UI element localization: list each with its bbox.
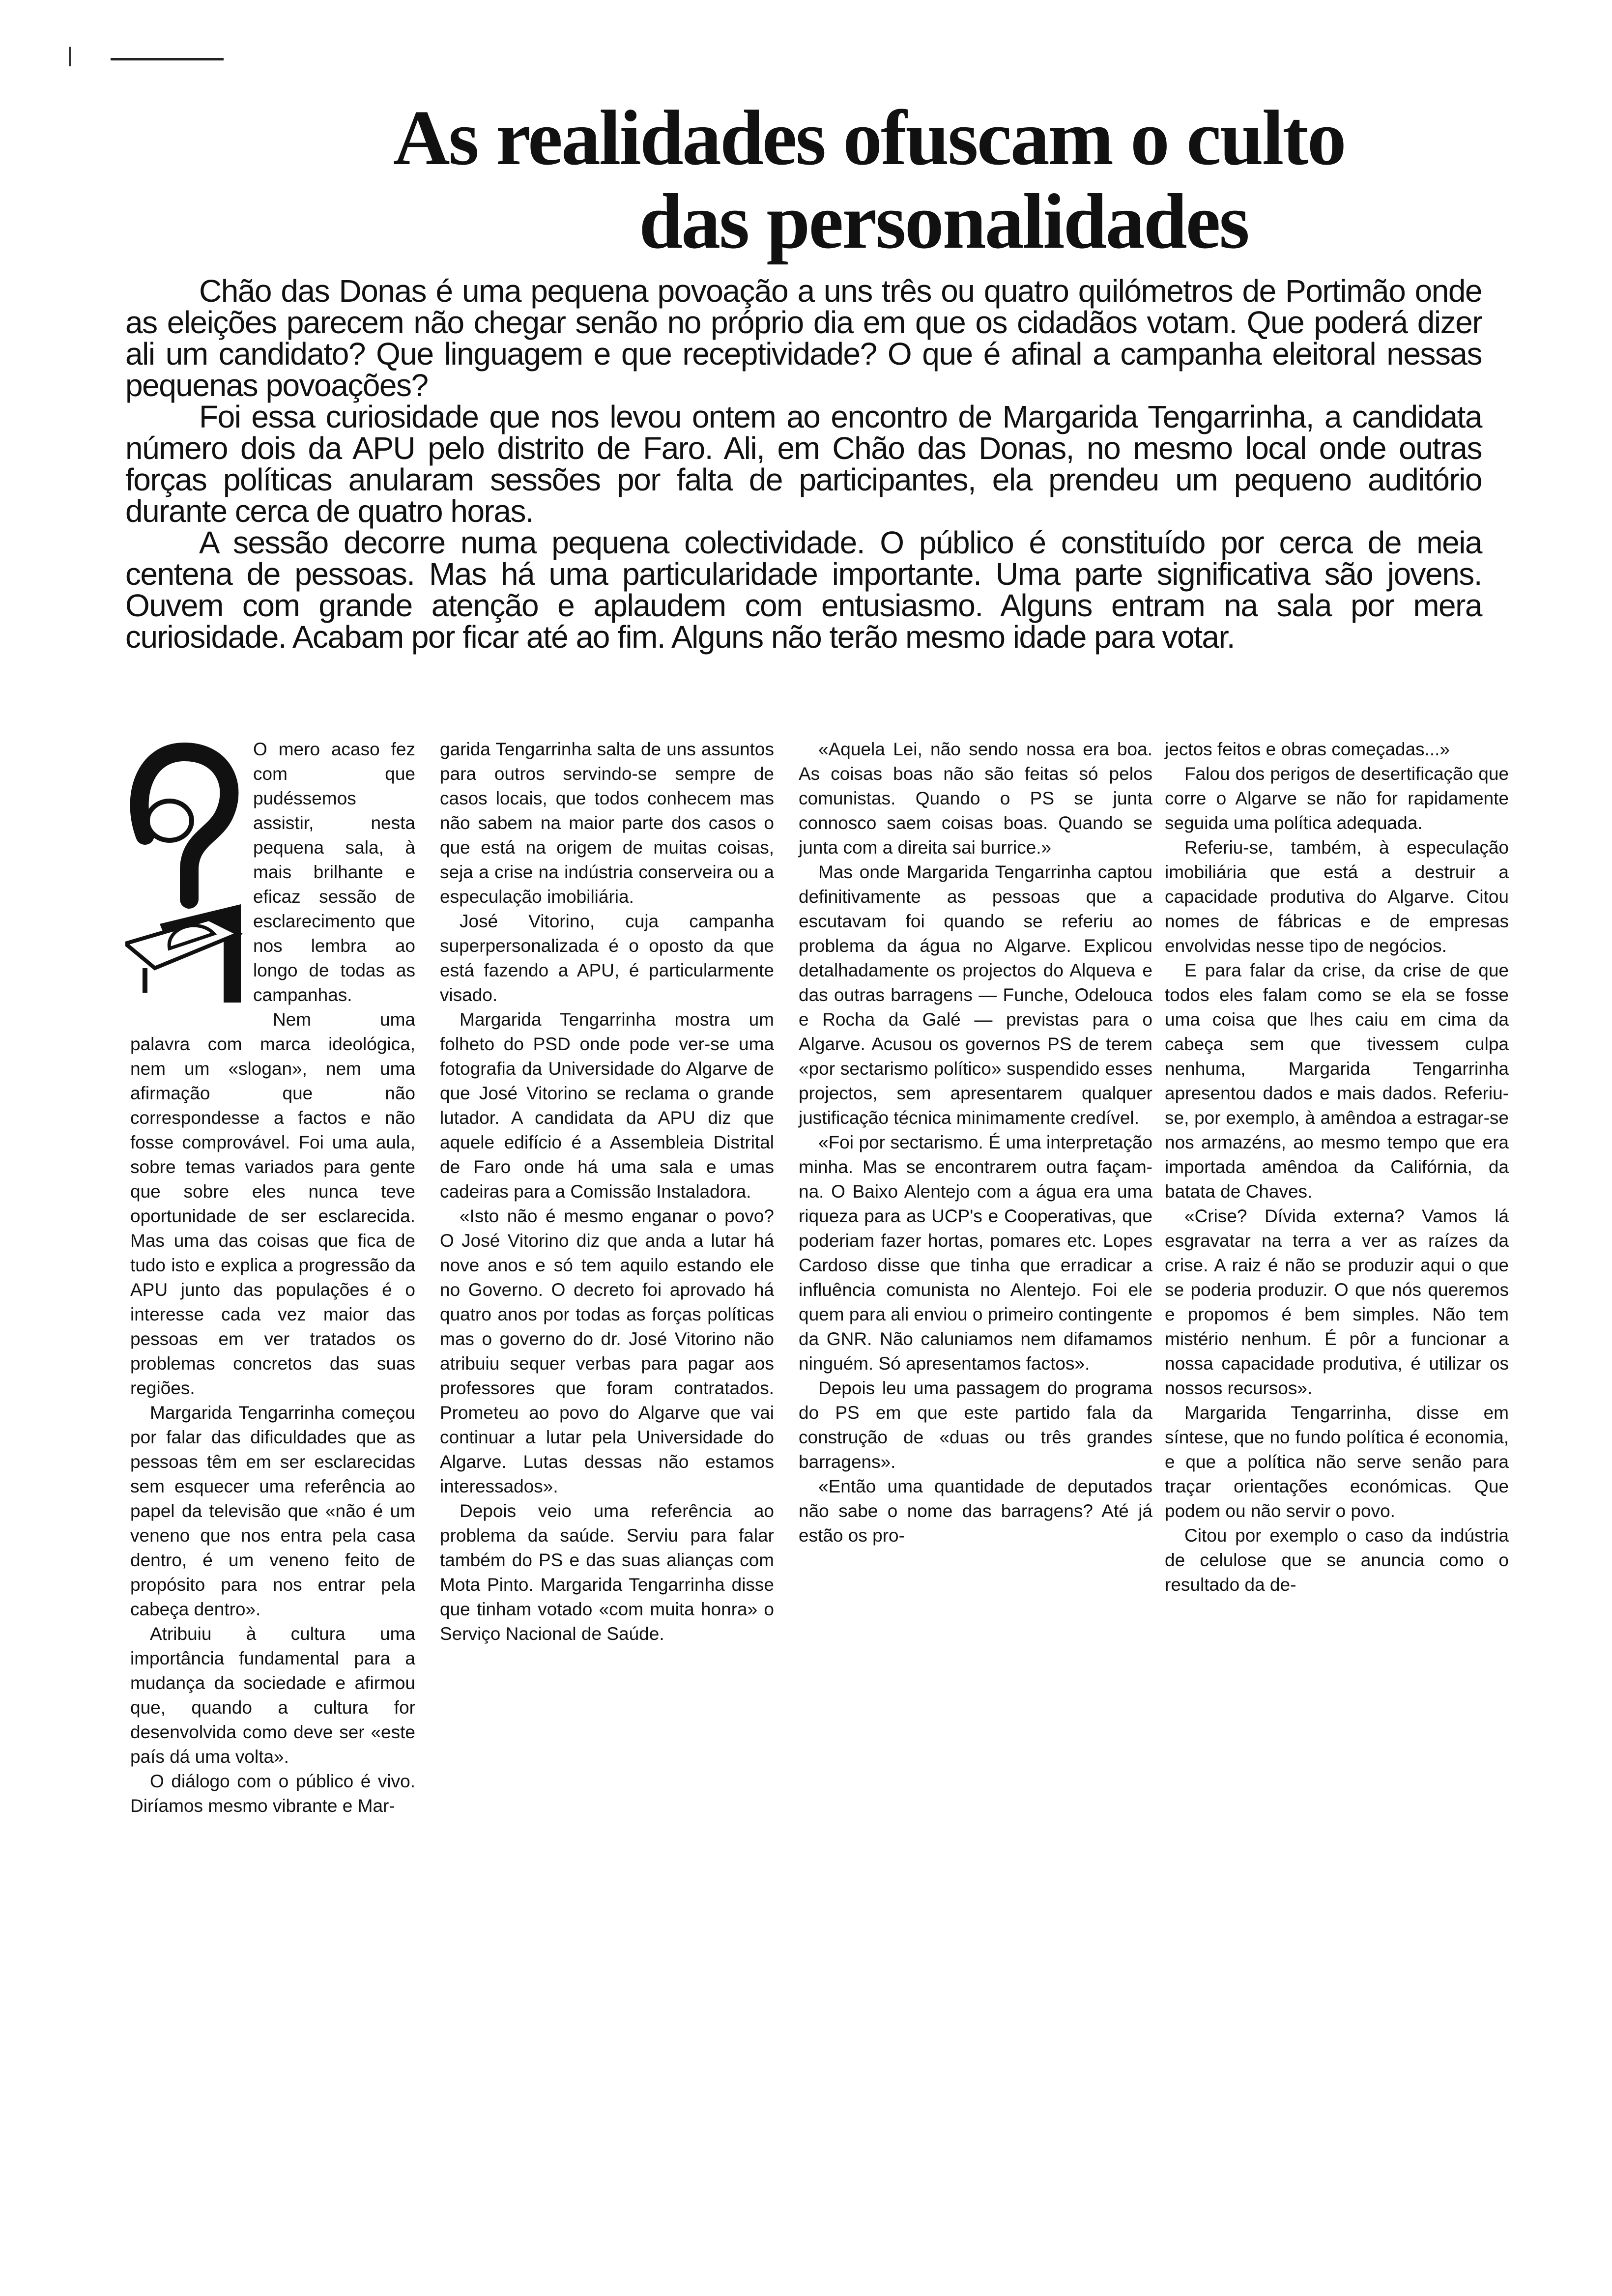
headline [393, 96, 1592, 263]
headline-line-2: das personalidades [639, 177, 1248, 265]
paragraph: O diálogo com o público é vivo. Diríamos mesmo vibrante e Mar- [130, 1771, 415, 1816]
article-column-2 [440, 737, 774, 1646]
paragraph: garida Tengarrinha salta de uns assuntos para outros servindo-se sempre de casos locais, que todos conhecem mas não sabem na maior parte dos casos o que está na origem de muitas coisas, seja a crise na indústria conserveira ou a especulação imobiliária. [440, 739, 774, 907]
article-column-1 [130, 737, 415, 1818]
paragraph: «Aquela Lei, não sendo nossa era boa. As coisas boas não são feitas só pelos comunistas. Quando o PS se junta connosco saem coisas boas. Quando se junta com a direita sai burrice.» [799, 739, 1152, 858]
paragraph: «Foi por sectarismo. É uma interpretação minha. Mas se encontrarem outra façam-na. O Baixo Alentejo com a água era uma riqueza para as UCP's e Cooperativas, que poderiam fazer hortas, pomares etc. Lopes Cardoso disse que tinha que erradicar a influência comunista no Alentejo. Foi ele quem para ali enviou o primeiro contingente da GNR. Não caluniamos nem difamamos ninguém. Só apresentamos factos». [799, 1132, 1152, 1374]
paragraph: E para falar da crise, da crise de que todos eles falam como se ela se fosse uma coisa que lhes caiu em cima da cabeça sem que tivessem culpa nenhuma, Margarida Tengarrinha apresentou dados e mais dados. Referiu-se, por exemplo, à amêndoa a estragar-se nos armazéns, ao mesmo tempo que era importada amêndoa da Califórnia, da batata de Chaves. [1165, 960, 1509, 1202]
paragraph: Margarida Tengarrinha, disse em síntese, que no fundo política é economia, e que a política não serve senão para traçar orientações económicas. Que podem ou não servir o povo. [1165, 1403, 1509, 1521]
paragraph: «Então uma quantidade de deputados não sabe o nome das barragens? Até já estão os pro- [799, 1476, 1152, 1546]
paragraph: Margarida Tengarrinha começou por falar das dificuldades que as pessoas têm em ser esclarecidas sem esquecer uma referência ao papel da televisão que «não é um veneno que nos entra pela casa dentro, é um veneno feito de propósito para nos entrar pela cabeça dentro». [130, 1403, 415, 1619]
lead-paragraph: A sessão decorre numa pequena colectividade. O público é constituído por cerca de meia centena de pessoas. Mas há uma particularidade importante. Uma parte significativa são jovens. Ouvem com grande atenção e aplaudem com entusiasmo. Alguns entram na sala por mera curiosidade. Acabam por ficar até ao fim. Alguns não terão mesmo idade para votar. [125, 525, 1482, 655]
lead-paragraph: Chão das Donas é uma pequena povoação a uns três ou quatro quilómetros de Portimão onde as eleições parecem não chegar senão no próprio dia em que os cidadãos votam. Que poderá dizer ali um candidato? Que linguagem e que receptividade? O que é afinal a campanha eleitoral nessas pequenas povoações? [125, 273, 1482, 403]
article-column-3 [799, 737, 1152, 1548]
lead-paragraphs [125, 275, 1482, 653]
paragraph: Citou por exemplo o caso da indústria de celulose que se anuncia como o resultado da de- [1165, 1525, 1509, 1595]
paragraph: Nem uma palavra com marca ideológica, nem um «slogan», nem uma afirmação que não correspondesse a factos e não fosse comprovável. Foi uma aula, sobre temas variados para gente que sobre eles nunca teve oportunidade de ser esclarecida. Mas uma das coisas que fica de tudo isto e explica a progressão da APU junto das populações é o interesse cada vez maior das pessoas em ver tratados os problemas concretos das suas regiões. [130, 1009, 415, 1398]
paragraph: «Isto não é mesmo enganar o povo? O José Vitorino diz que anda a lutar há nove anos e só tem aquilo estando ele no Governo. O decreto foi aprovado há quatro anos por todas as forças políticas mas o governo do dr. José Vitorino não atribuiu sequer verbas para pagar aos professores que foram contratados. Prometeu ao povo do Algarve que vai continuar a lutar pela Universidade do Algarve. Lutas dessas não estamos interessados». [440, 1206, 774, 1496]
paragraph: Margarida Tengarrinha mostra um folheto do PSD onde pode ver-se uma fotografia da Universidade do Algarve de que José Vitorino se reclama o grande lutador. A candidata da APU diz que aquele edifício é a Assembleia Distrital de Faro onde há uma sala e umas cadeiras para a Comissão Instaladora. [440, 1009, 774, 1202]
paragraph: Atribuiu à cultura uma importância fundamental para a mudança da sociedade e afirmou que, quando a cultura for desenvolvida como deve ser «este país dá uma volta». [130, 1624, 415, 1767]
paragraph: Depois leu uma passagem do programa do PS em que este partido fala da construção de «duas ou três grandes barragens». [799, 1378, 1152, 1472]
paragraph: Mas onde Margarida Tengarrinha captou definitivamente as pessoas que a escutavam foi quando se referiu ao problema da água no Algarve. Explicou detalhadamente os projectos do Alqueva e das outras barragens — Funche, Odelouca e Rocha da Galé — previstas para o Algarve. Acusou os governos PS de terem «por sectarismo político» suspendido esses projectos, sem apresentarem qualquer justificação técnica minimamente credível. [799, 862, 1152, 1128]
paragraph: «Crise? Dívida externa? Vamos lá esgravatar na terra a ver as raízes da crise. A raiz é não se produzir aqui o que se poderia produzir. O que nós queremos e propomos é bem simples. Não tem mistério nenhum. É pôr a funcionar a nossa capacidade produtiva, é utilizar os nossos recursos». [1165, 1206, 1509, 1398]
ballot-question-mark-illustration [125, 737, 246, 1012]
paragraph: Falou dos perigos de desertificação que corre o Algarve se não for rapidamente seguida uma política adequada. [1165, 764, 1509, 833]
paragraph: José Vitorino, cuja campanha superpersonalizada é o oposto da que está fazendo a APU, é particularmente visado. [440, 911, 774, 1005]
article-column-4 [1165, 737, 1509, 1597]
top-rule [111, 58, 224, 60]
margin-mark [69, 47, 71, 66]
headline-line-1: As realidades ofuscam o culto [393, 94, 1345, 181]
paragraph: jectos feitos e obras começadas...» [1165, 739, 1450, 759]
lead-paragraph: Foi essa curiosidade que nos levou ontem ao encontro de Margarida Tengarrinha, a candidata número dois da APU pelo distrito de Faro. Ali, em Chão das Donas, no mesmo local onde outras forças políticas anularam sessões por falta de participantes, ela prendeu um pequeno auditório durante cerca de quatro horas. [125, 399, 1482, 529]
paragraph: O mero acaso fez com que pudéssemos assistir, nesta pequena sala, à mais brilhante e eficaz sessão de esclarecimento que nos lembra ao longo de todas as campanhas. [253, 739, 415, 1005]
paragraph: Referiu-se, também, à especulação imobiliária que está a destruir a capacidade produtiva do Algarve. Citou nomes de fábricas e de empresas envolvidas nesse tipo de negócios. [1165, 837, 1509, 956]
paragraph: Depois veio uma referência ao problema da saúde. Serviu para falar também do PS e das suas alianças com Mota Pinto. Margarida Tengarrinha disse que tinham votado «com muita honra» o Serviço Nacional de Saúde. [440, 1501, 774, 1644]
